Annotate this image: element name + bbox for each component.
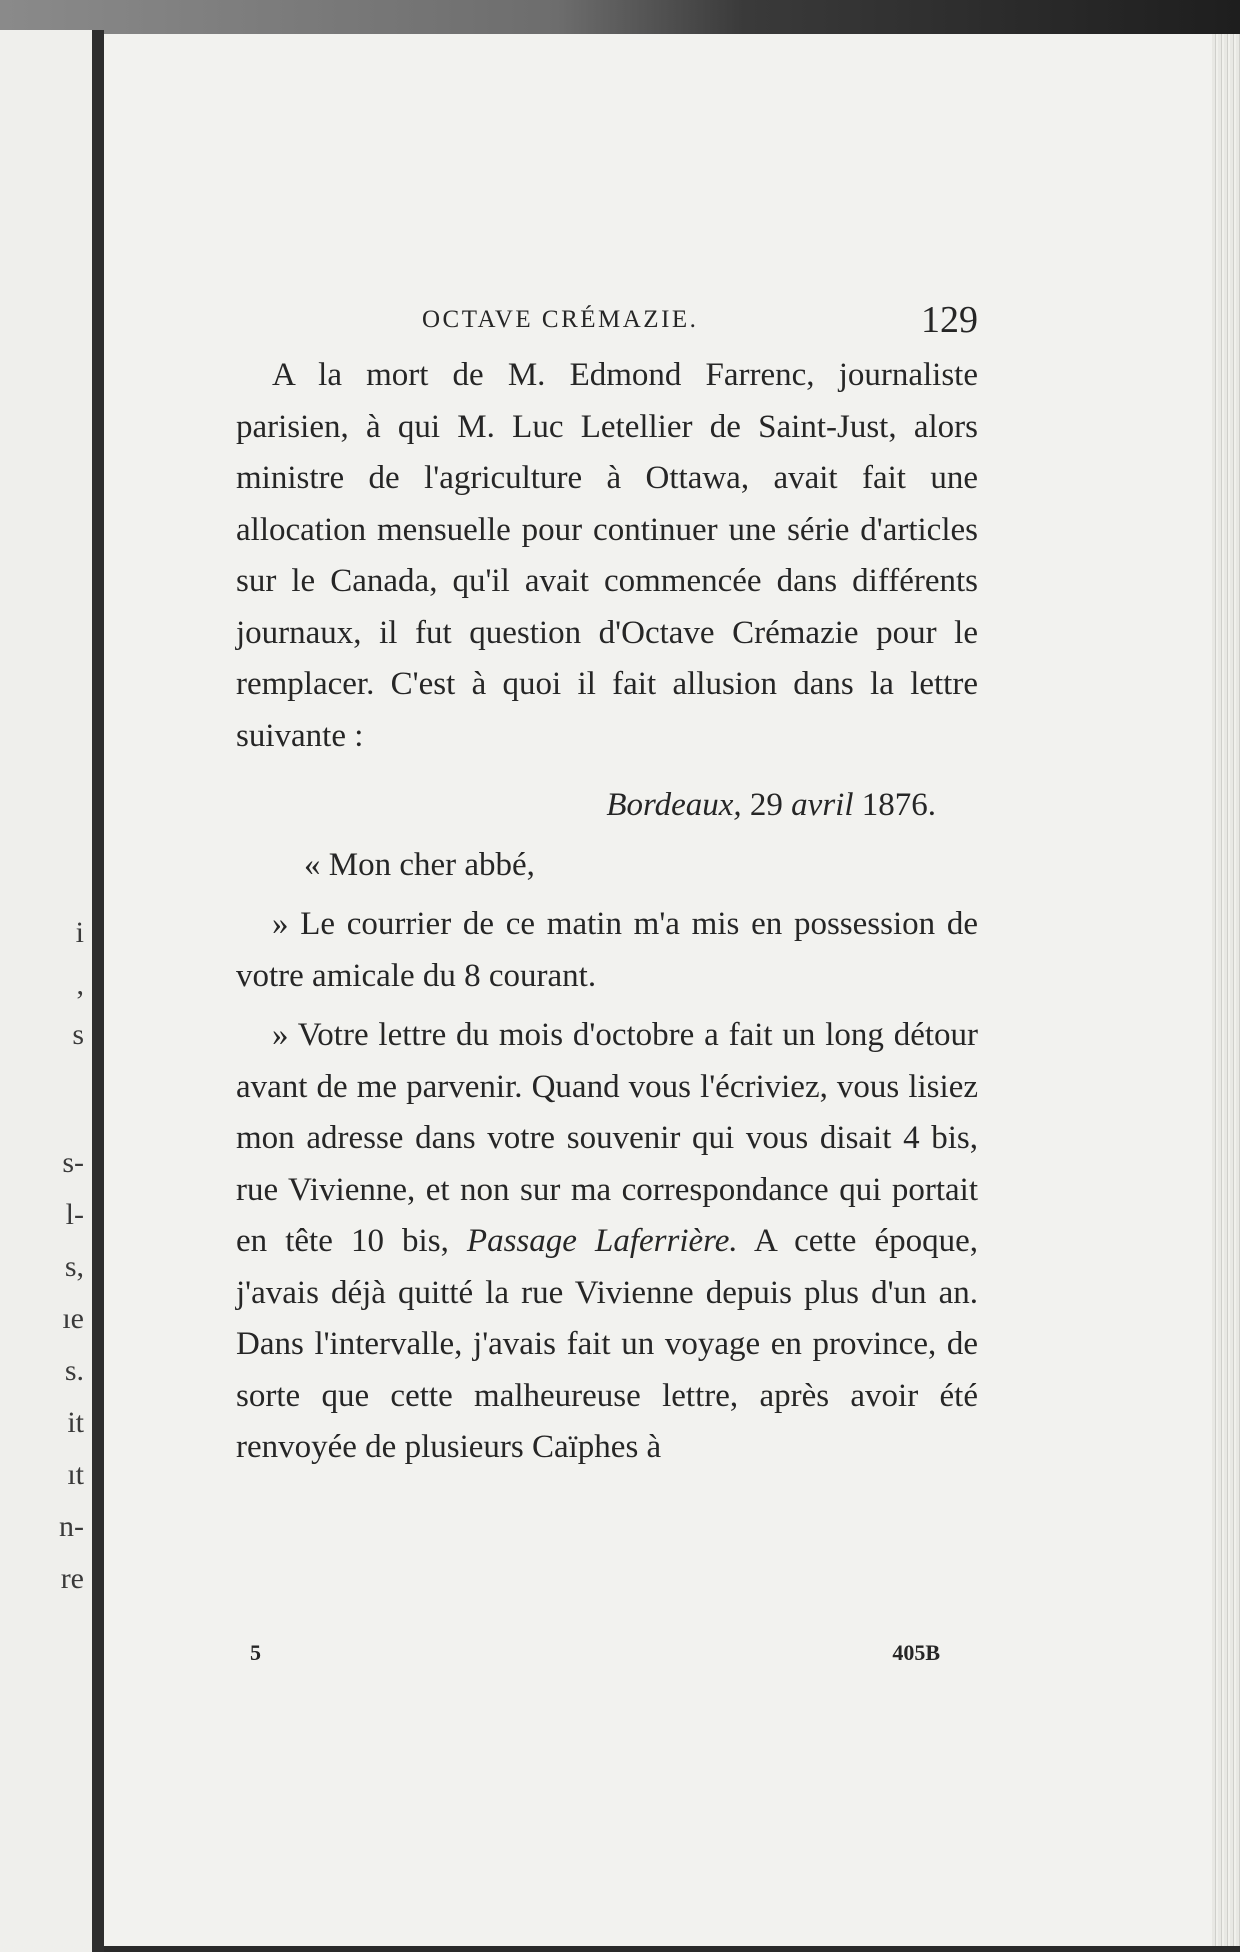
running-title: OCTAVE CRÉMAZIE. <box>422 306 699 333</box>
left-page-fragment: s- <box>62 1146 84 1179</box>
left-page-fragment: s. <box>64 1354 84 1387</box>
left-page-fragment: it <box>67 1406 84 1439</box>
print-code: 405B <box>892 1640 940 1665</box>
left-page-fragment: s, <box>64 1250 84 1283</box>
dateline-year: 1876. <box>861 787 936 823</box>
left-page-fragment: ıe <box>62 1302 84 1335</box>
left-page-fragment: s <box>72 1018 84 1051</box>
dateline-place: Bordeaux, <box>606 787 742 823</box>
page-footer <box>250 1640 940 1670</box>
page-body <box>236 350 978 1482</box>
left-page-fragment: n- <box>59 1510 84 1543</box>
dateline-month: avril <box>791 787 854 823</box>
letter-text: » Votre lettre du mois d'octobre a fait un long détour avant de me parvenir. Quand vous l'écriviez, vous lisiez mon adresse dans votre souvenir qui vous disait 4 bis, rue Vivienne, et non sur ma correspondance qui portait en tête 10 bis, <box>236 1017 978 1259</box>
scan-top-strip <box>0 0 1240 34</box>
signature-mark: 5 <box>250 1640 261 1665</box>
left-page-fragment: i <box>75 916 84 949</box>
page-number: 129 <box>921 299 978 341</box>
left-page-fragment: , <box>76 968 84 1001</box>
dateline-day: 29 <box>749 787 783 823</box>
letter-paragraph: » Le courrier de ce matin m'a mis en possession de votre amicale du 8 courant. <box>236 906 978 994</box>
page-stack-edge <box>1212 34 1240 1946</box>
left-page-fragment: re <box>60 1562 84 1595</box>
left-page-edge <box>0 30 104 1952</box>
letter-dateline <box>236 780 978 832</box>
letter-paragraph <box>236 1010 978 1474</box>
left-page-fragment: l- <box>65 1198 84 1231</box>
letter-text: A cette époque, j'avais déjà quitté la rue Vivienne depuis plus d'un an. Dans l'intervalle, j'avais fait un voyage en province, de sorte que cette malheureuse lettre, après avoir été renvoyée de plusieurs Caïphes à <box>236 1223 978 1465</box>
letter-salutation: « Mon cher abbé, <box>304 846 535 883</box>
left-page-fragment: ıt <box>67 1458 84 1491</box>
page-header <box>236 299 978 346</box>
intro-paragraph: A la mort de M. Edmond Farrenc, journaliste parisien, à qui M. Luc Letellier de Saint-Just, alors ministre de l'agriculture à Ottawa, avait fait une allocation mensuelle pour continuer une série d'articles sur le Canada, qu'il avait commencée dans différents journaux, il fut question d'Octave Crémazie pour le remplacer. C'est à quoi il fait allusion dans la lettre suivante : <box>236 357 978 754</box>
italic-address: Passage Laferrière. <box>466 1223 738 1259</box>
